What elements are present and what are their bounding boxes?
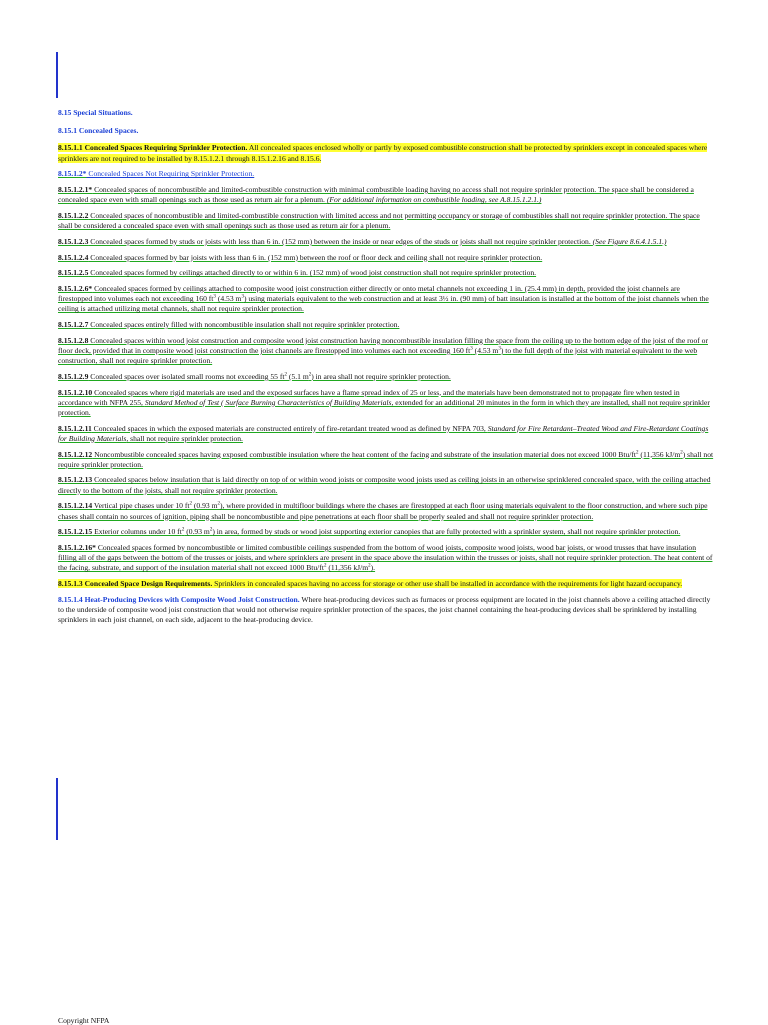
paragraph-8-15-1-2: [58, 169, 714, 179]
paragraph-8-15-1-4: 8.15.1.4 Heat-Producing Devices with Composite Wood Joist Construction. Where heat-producing devices such as furnaces or process equipment are located in the joist channels above a ceiling attached directly to the underside of composite wood joist construction that would not otherwise require sprinkler protection of the spaces, the joist channel containing the heat-producing devices shall be sprinklered by installing sprinklers in each joist channel, on each side, adjacent to the heat-producing device.: [58, 594, 711, 625]
cross-reference: (For additional information on combustible loading, see A.8.15.1.2.1.): [326, 195, 542, 205]
paragraph-8-15-1-2-1: 8.15.1.2.1* Concealed spaces of noncombustible and limited-combustible construction with minimal combustible loading having no access shall not require sprinkler protection. The space shall be considered a concealed space even with small openings such as those used as return air for a plenum. (For additional information on combustible loading, see A.8.15.1.2.1.): [58, 185, 694, 205]
change-bar: [56, 778, 58, 840]
clause-title: Concealed Spaces Not Requiring Sprinkler Protection.: [86, 169, 255, 179]
paragraph-8-15-1-2-3: 8.15.1.2.3 Concealed spaces formed by studs or joists with less than 6 in. (152 mm) between the inside or near edges of the studs or joists shall not require sprinkler protection. (See Figure 8.6.4.1.5.1.): [58, 236, 667, 246]
clause-number: 8.15.1.2.8: [58, 335, 89, 345]
paragraph-8-15-1-2-12: 8.15.1.2.12 Noncombustible concealed spaces having exposed combustible insulation where the heat content of the facing and substrate of the insulation material does not exceed 1000 Btu/$ft^2$ (11,356 $kJ/m^2$) shall not require sprinkler protection.: [58, 449, 714, 469]
clause-number: 8.15.1.2.13: [58, 475, 93, 485]
paragraph-8-15-1-2-15: 8.15.1.2.15 Exterior columns under 10 $ft^2$ (0.93 $m^2$) in area, formed by studs or wood joist supporting exterior canopies that are fully protected with a sprinkler system, shall not require sprinkler protection.: [58, 527, 681, 537]
clause-number: 8.15.1.2.9: [58, 371, 89, 381]
paragraph-8-15-1-2-4: 8.15.1.2.4 Concealed spaces formed by bar joists with less than 6 in. (152 mm) between the roof or floor deck and ceiling shall not require sprinkler protection.: [58, 252, 543, 262]
clause-number: 8.15.1.2.7: [58, 320, 89, 330]
clause-number: 8.15.1.2.5: [58, 268, 89, 278]
clause-number: 8.15.1.2.11: [58, 423, 92, 433]
clause-number: 8.15.1.2.2: [58, 210, 89, 220]
copyright-footer: Copyright NFPA: [58, 1016, 110, 1025]
standard-title: Standard Method of Test ( Surface Burning Characteristics of Building Materials: [144, 397, 392, 407]
clause-number: 8.15.1.2.16*: [58, 543, 96, 552]
paragraph-8-15-1-2-16: 8.15.1.2.16* Concealed spaces formed by noncombustible or limited combustible ceilings suspended from the bottom of wood joists, composite wood joists, wood bar joists, or wood trusses that have insulation filling all of the gaps between the bottom of the trusses or joists, and where sprinklers are present in the space above the insulation within the trusses or joists, shall not require sprinkler protection. The heat content of the facing, substrate, and support of the insulation material shall not exceed 1000 Btu/$ft^2$ (11,356 $kJ/m^2$).: [58, 543, 713, 573]
paragraph-8-15-1-2-13: 8.15.1.2.13 Concealed spaces below insulation that is laid directly on top of or within wood joists or composite wood joists used as ceiling joists in an otherwise sprinklered concealed space, with the ceiling attached directly to the bottom of the joists, shall not require sprinkler protection.: [58, 475, 711, 495]
paragraph-8-15-1-2-9: 8.15.1.2.9 Concealed spaces over isolated small rooms not exceeding 55 $ft^2$ (5.1 $m^2$) in area shall not require sprinkler protection.: [58, 371, 451, 381]
paragraph-8-15-1-1: 8.15.1.1 Concealed Spaces Requiring Sprinkler Protection. All concealed spaces enclosed wholly or partly by exposed combustible construction shall be protected by sprinklers except in concealed spaces where sprinklers are not required to be installed by 8.15.1.2.1 through 8.15.1.2.16 and 8.15.6.: [58, 143, 708, 163]
clause-number: 8.15.1.3 Concealed Space Design Requirements.: [58, 579, 213, 589]
clause-number: 8.15.1.2.1*: [58, 185, 93, 195]
clause-number: 8.15.1.2.3: [58, 236, 89, 246]
clause-number: 8.15.1.2.15: [58, 527, 93, 537]
clause-number: 8.15.1.2.12: [58, 449, 93, 459]
document-body: [58, 108, 714, 631]
cross-reference: (See Figure 8.6.4.1.5.1.): [592, 236, 667, 246]
section-heading: 8.15 Special Situations.: [58, 108, 133, 117]
clause-number: 8.15.1.2.10: [58, 387, 93, 397]
clause-number: 8.15.1.2*: [58, 169, 87, 179]
paragraph-8-15-1-2-6: 8.15.1.2.6* Concealed spaces formed by ceilings attached to composite wood joist construction either directly or onto metal channels not exceeding 1 in. (25.4 mm) in depth, provided the joist channels are firestopped into volumes each not exceeding 160 $ft^3$ (4.53 $m^3$) using materials equivalent to the web construction and at least 3½ in. (90 mm) of batt insulation is installed at the bottom of the joist channels when the ceiling is attached utilizing metal channels, shall not require sprinkler protection.: [58, 283, 709, 314]
paragraph-8-15-1-2-14: 8.15.1.2.14 Vertical pipe chases under 10 $ft^2$ (0.93 $m^2$), where provided in multifloor buildings where the chases are firestopped at each floor using materials equivalent to the floor construction, and where such pipe chases shall contain no sources of ignition, piping shall be noncombustible and pipe penetrations at each floor shall be properly sealed and shall not require sprinkler protection.: [58, 501, 708, 521]
clause-number: 8.15.1.1 Concealed Spaces Requiring Sprinkler Protection.: [58, 143, 248, 153]
clause-number: 8.15.1.2.6*: [58, 283, 93, 293]
paragraph-8-15-1-2-11: 8.15.1.2.11 Concealed spaces in which the exposed materials are constructed entirely of fire-retardant treated wood as defined by NFPA 703, Standard for Fire Retardant–Treated Wood and Fire-Retardant Coatings for Building Materials, shall not require sprinkler protection.: [58, 423, 709, 443]
paragraph-8-15-1-2-5: 8.15.1.2.5 Concealed spaces formed by ceilings attached directly to or within 6 in. (152 mm) of wood joist construction shall not require sprinkler protection.: [58, 268, 537, 278]
paragraph-8-15-1-2-8: 8.15.1.2.8 Concealed spaces within wood joist construction and composite wood joist construction having noncombustible insulation filling the space from the ceiling up to the bottom edge of the joist of the roof or floor deck, provided that in composite wood joist construction the joist channels are firestopped into volumes each not exceeding 160 $ft^3$ (4.53 $m^3$) to the full depth of the joist with material equivalent to the web construction, shall not require sprinkler protection.: [58, 335, 708, 366]
clause-number: 8.15.1.2.14: [58, 501, 93, 511]
paragraph-8-15-1-3: 8.15.1.3 Concealed Space Design Requirements. Sprinklers in concealed spaces having no access for storage or other use shall be installed in accordance with the requirements for light hazard occupancy.: [58, 579, 683, 589]
clause-number: 8.15.1.4 Heat-Producing Devices with Composite Wood Joist Construction.: [58, 594, 300, 604]
paragraph-8-15-1-2-7: 8.15.1.2.7 Concealed spaces entirely filled with noncombustible insulation shall not require sprinkler protection.: [58, 320, 400, 330]
change-bar: [56, 52, 58, 98]
paragraph-8-15-1-2-10: 8.15.1.2.10 Concealed spaces where rigid materials are used and the exposed surfaces have a flame spread index of 25 or less, and the materials have been demonstrated not to propagate fire when tested in accordance with NFPA 255, Standard Method of Test ( Surface Burning Characteristics of Building Materials, extended for an additional 20 minutes in the form in which they are installed, shall not require sprinkler protection.: [58, 387, 710, 417]
section-heading: 8.15.1 Concealed Spaces.: [58, 125, 139, 135]
paragraph-8-15-1-2-2: 8.15.1.2.2 Concealed spaces of noncombustible and limited-combustible construction with limited access and not permitting occupancy or storage of combustibles shall not require sprinkler protection. The space shall be considered a concealed space even with small openings such as those used as return air for a plenum.: [58, 210, 700, 231]
standard-title: Standard for Fire Retardant–Treated Wood and Fire-Retardant Coatings for Building Materials: [58, 423, 709, 443]
clause-number: 8.15.1.2.4: [58, 252, 89, 262]
